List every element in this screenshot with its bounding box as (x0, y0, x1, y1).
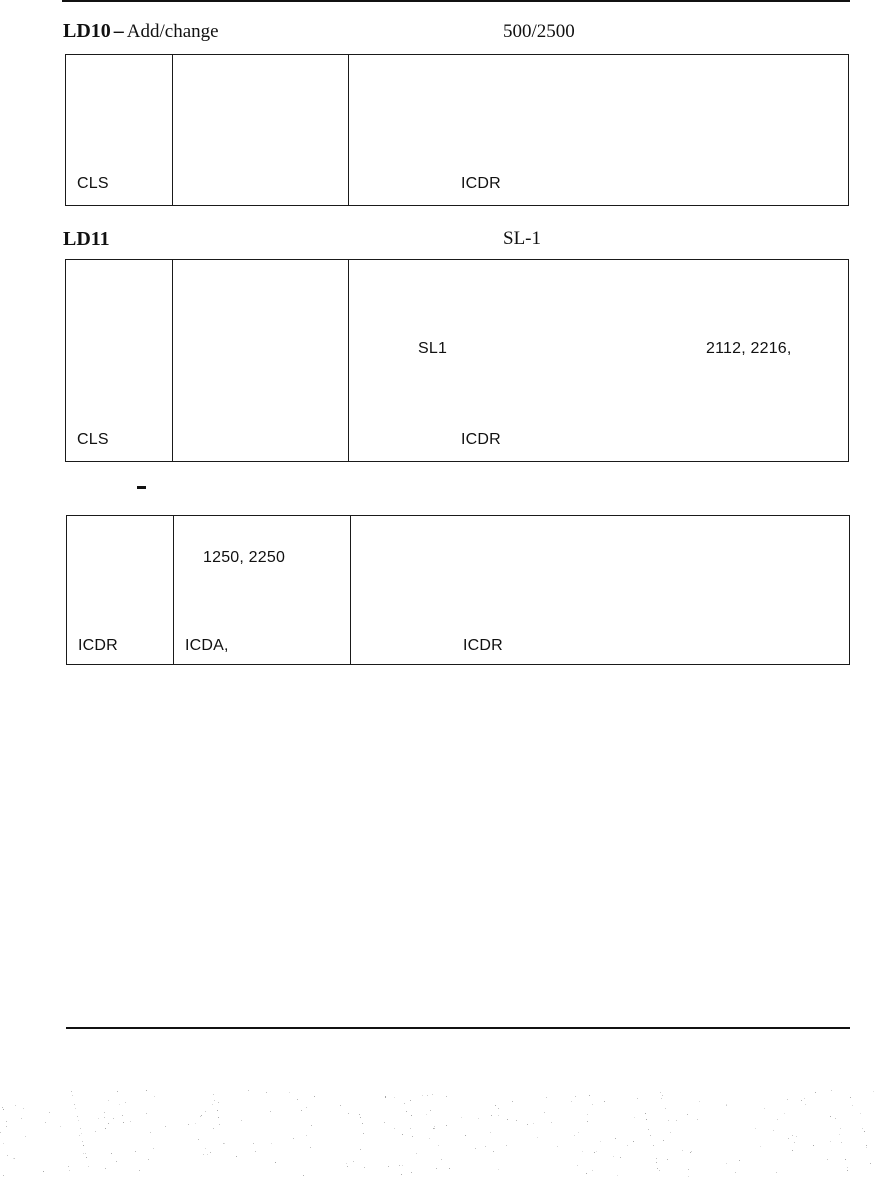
scan-speck (577, 1165, 578, 1166)
scan-speck (205, 1111, 206, 1112)
scan-speck (81, 1133, 82, 1134)
scan-speck (384, 1122, 385, 1123)
scan-speck (402, 1165, 403, 1166)
scan-speck (71, 1091, 72, 1092)
scan-speck (645, 1113, 646, 1114)
scan-speck (306, 1135, 307, 1136)
scan-speck (188, 1124, 189, 1125)
scan-speck (615, 1138, 616, 1139)
scan-speck (411, 1172, 412, 1173)
scan-speck (108, 1100, 109, 1101)
scan-speck (427, 1095, 428, 1096)
scan-speck (255, 1151, 256, 1152)
scan-speck (582, 1151, 583, 1152)
scan-speck (620, 1157, 621, 1158)
scan-speck (360, 1117, 361, 1118)
scan-speck (394, 1128, 395, 1129)
scan-speck (498, 1108, 499, 1109)
scan-speck (153, 1148, 154, 1149)
scan-speck (210, 1152, 211, 1153)
scan-speck (662, 1095, 663, 1096)
scan-speck (461, 1117, 462, 1118)
scan-speck (113, 1118, 114, 1119)
scan-speck (537, 1137, 538, 1138)
scan-speck (271, 1143, 272, 1144)
table-3-response: ICDA, (185, 637, 229, 654)
scan-speck (777, 1119, 778, 1120)
table-2-description: ICDR (461, 431, 501, 448)
scan-speck (699, 1101, 700, 1102)
scan-speck (253, 1143, 254, 1144)
scan-speck (813, 1145, 814, 1146)
scan-speck (862, 1128, 863, 1129)
scan-speck (841, 1142, 842, 1143)
scan-speck (123, 1122, 124, 1123)
scan-speck (362, 1123, 363, 1124)
scan-speck (125, 1102, 126, 1103)
table-2 (65, 259, 849, 462)
scan-speck (297, 1099, 298, 1100)
scan-speck (85, 1153, 86, 1154)
scan-speck (787, 1099, 788, 1100)
scan-speck (69, 1170, 70, 1171)
scan-speck (108, 1123, 109, 1124)
scan-speck (633, 1141, 634, 1142)
scan-noise (0, 1090, 877, 1179)
scan-speck (6, 1126, 7, 1127)
scan-speck (422, 1095, 423, 1096)
scan-speck (646, 1119, 647, 1120)
scan-speck (83, 1153, 84, 1154)
scan-speck (764, 1108, 765, 1109)
scan-speck (434, 1128, 435, 1129)
scan-speck (830, 1116, 831, 1117)
scan-speck (801, 1100, 802, 1101)
scan-speck (600, 1141, 601, 1142)
scan-speck (146, 1090, 147, 1091)
scan-speck (241, 1120, 242, 1121)
bottom-rule (66, 1027, 850, 1029)
scan-speck (270, 1111, 271, 1112)
scan-speck (117, 1091, 118, 1092)
scan-speck (506, 1145, 507, 1146)
scan-speck (587, 1121, 588, 1122)
scan-speck (873, 1091, 874, 1092)
scan-speck (755, 1128, 756, 1129)
scan-speck (835, 1118, 836, 1119)
scan-speck (3, 1109, 4, 1110)
table-3-divider-2 (350, 516, 351, 664)
scan-speck (165, 1126, 166, 1127)
scan-speck (735, 1172, 736, 1173)
table-1-prompt: CLS (77, 175, 109, 192)
scan-speck (866, 1147, 867, 1148)
scan-speck (105, 1128, 106, 1129)
scan-speck (15, 1105, 16, 1106)
scan-speck (660, 1092, 661, 1093)
scan-speck (385, 1097, 386, 1098)
scan-speck (507, 1119, 508, 1120)
scan-speck (815, 1092, 816, 1093)
scan-speck (866, 1145, 867, 1146)
scan-speck (586, 1173, 587, 1174)
scan-speck (198, 1139, 199, 1140)
scan-speck (135, 1151, 136, 1152)
scan-speck (726, 1163, 727, 1164)
scan-speck (637, 1098, 638, 1099)
scan-speck (491, 1115, 492, 1116)
scan-speck (592, 1170, 593, 1171)
section3-dash (137, 486, 146, 489)
scan-speck (301, 1110, 302, 1111)
scan-speck (346, 1163, 347, 1164)
scan-speck (667, 1159, 668, 1160)
scan-speck (441, 1159, 442, 1160)
scan-speck (430, 1110, 431, 1111)
scan-speck (401, 1174, 402, 1175)
scan-speck (214, 1100, 215, 1101)
scan-speck (360, 1149, 361, 1150)
scan-speck (77, 1116, 78, 1117)
scan-speck (792, 1135, 793, 1136)
scan-speck (203, 1154, 204, 1155)
scan-speck (412, 1136, 413, 1137)
scan-speck (411, 1115, 412, 1116)
scan-speck (212, 1104, 213, 1105)
scan-speck (266, 1092, 267, 1093)
scan-speck (726, 1105, 727, 1106)
scan-speck (575, 1096, 576, 1097)
scan-speck (275, 1162, 276, 1163)
scan-speck (3, 1175, 4, 1176)
section2-prefix: LD11 (63, 228, 110, 250)
scan-speck (148, 1159, 149, 1160)
scan-speck (587, 1114, 588, 1115)
scan-speck (512, 1101, 513, 1102)
scan-speck (105, 1168, 106, 1169)
scan-speck (592, 1104, 593, 1105)
table-3-description: ICDR (463, 637, 503, 654)
scan-speck (104, 1112, 105, 1113)
scan-speck (224, 1143, 225, 1144)
scan-speck (139, 1170, 140, 1171)
table-3 (66, 515, 850, 665)
table-2-prompt: CLS (77, 431, 109, 448)
scan-speck (794, 1142, 795, 1143)
scan-speck (485, 1146, 486, 1147)
scan-speck (205, 1148, 206, 1149)
scan-speck (75, 1108, 76, 1109)
scan-speck (14, 1158, 15, 1159)
scan-speck (394, 1097, 395, 1098)
scan-speck (617, 1175, 618, 1176)
scan-speck (293, 1138, 294, 1139)
scan-speck (122, 1115, 123, 1116)
scan-speck (201, 1115, 202, 1116)
scan-speck (613, 1156, 614, 1157)
scan-speck (86, 1157, 87, 1158)
scan-speck (21, 1118, 22, 1119)
scan-speck (432, 1094, 433, 1095)
scan-speck (416, 1153, 417, 1154)
scan-speck (402, 1134, 403, 1135)
scan-speck (340, 1105, 341, 1106)
scan-speck (840, 1128, 841, 1129)
scan-speck (475, 1148, 476, 1149)
scan-speck (773, 1130, 774, 1131)
scan-speck (311, 1125, 312, 1126)
scan-speck (661, 1098, 662, 1099)
table-1-description: ICDR (461, 175, 501, 192)
scan-speck (516, 1120, 517, 1121)
scan-speck (784, 1113, 785, 1114)
scan-speck (687, 1114, 688, 1115)
scan-speck (82, 1141, 83, 1142)
scan-speck (478, 1118, 479, 1119)
scan-speck (665, 1108, 666, 1109)
scan-speck (410, 1100, 411, 1101)
scan-speck (544, 1112, 545, 1113)
scan-speck (98, 1118, 99, 1119)
scan-speck (465, 1135, 466, 1136)
scan-speck (80, 1128, 81, 1129)
scan-speck (154, 1096, 155, 1097)
scan-speck (760, 1146, 761, 1147)
scan-speck (805, 1104, 806, 1105)
scan-speck (200, 1116, 201, 1117)
scan-speck (60, 1126, 61, 1127)
scan-speck (860, 1113, 861, 1114)
scan-speck (551, 1122, 552, 1123)
section1-title: Add/change (126, 21, 219, 42)
scan-speck (68, 1166, 69, 1167)
scan-speck (359, 1114, 360, 1115)
scan-speck (659, 1170, 660, 1171)
scan-speck (353, 1161, 354, 1162)
scan-speck (594, 1152, 595, 1153)
scan-speck (691, 1151, 692, 1152)
scan-speck (306, 1107, 307, 1108)
scan-speck (364, 1167, 365, 1168)
scan-speck (870, 1163, 871, 1164)
scan-speck (348, 1113, 349, 1114)
scan-speck (436, 1168, 437, 1169)
scan-speck (776, 1172, 777, 1173)
scan-speck (43, 1171, 44, 1172)
scan-speck (213, 1094, 214, 1095)
section1-separator: – (113, 20, 124, 42)
scan-speck (498, 1169, 499, 1170)
scan-speck (130, 1121, 131, 1122)
scan-speck (363, 1133, 364, 1134)
scan-speck (495, 1105, 496, 1106)
scan-speck (847, 1170, 848, 1171)
scan-speck (410, 1128, 411, 1129)
scan-speck (0, 1132, 1, 1133)
section2-model: SL-1 (503, 228, 541, 249)
table-3-models: 1250, 2250 (203, 549, 286, 566)
table-3-divider-1 (173, 516, 174, 664)
scan-speck (446, 1125, 447, 1126)
scan-speck (72, 1095, 73, 1096)
scan-speck (571, 1101, 572, 1102)
section1-prefix: LD10 (63, 20, 111, 42)
scan-speck (7, 1155, 8, 1156)
scan-speck (527, 1124, 528, 1125)
scan-speck (248, 1090, 249, 1091)
scan-speck (668, 1120, 669, 1121)
scan-speck (310, 1147, 311, 1148)
section1-model: 500/2500 (503, 21, 575, 42)
scan-speck (434, 1126, 435, 1127)
table-2-line1-b: 2112, 2216, (706, 340, 792, 357)
scan-speck (111, 1153, 112, 1154)
top-rule (62, 0, 850, 2)
scan-speck (13, 1158, 14, 1159)
scan-speck (847, 1167, 848, 1168)
scan-speck (236, 1156, 237, 1157)
scan-speck (650, 1135, 651, 1136)
scan-speck (303, 1175, 304, 1176)
scan-speck (49, 1112, 50, 1113)
scan-speck (426, 1114, 427, 1115)
scan-speck (852, 1105, 853, 1106)
scan-speck (656, 1158, 657, 1159)
scan-speck (850, 1097, 851, 1098)
scan-speck (804, 1098, 805, 1099)
scan-speck (690, 1152, 691, 1153)
scan-speck (385, 1096, 386, 1097)
scan-speck (74, 1104, 75, 1105)
scan-speck (429, 1138, 430, 1139)
scan-speck (289, 1092, 290, 1093)
scan-speck (6, 1121, 7, 1122)
scan-speck (657, 1168, 658, 1169)
scan-speck (604, 1101, 605, 1102)
scan-speck (493, 1151, 494, 1152)
table-2-divider-1 (172, 260, 173, 461)
scan-speck (682, 1150, 683, 1151)
scan-speck (792, 1150, 793, 1151)
scan-speck (79, 1135, 80, 1136)
scan-speck (498, 1115, 499, 1116)
scan-speck (404, 1103, 405, 1104)
scan-speck (739, 1160, 740, 1161)
scan-speck (845, 1159, 846, 1160)
scan-speck (827, 1159, 828, 1160)
scan-speck (676, 1120, 677, 1121)
scan-speck (23, 1108, 24, 1109)
scan-speck (218, 1117, 219, 1118)
table-1-divider-1 (172, 55, 173, 205)
scan-speck (45, 1122, 46, 1123)
scan-speck (446, 1096, 447, 1097)
scan-speck (83, 1145, 84, 1146)
scan-speck (627, 1145, 628, 1146)
scan-speck (670, 1132, 671, 1133)
scan-speck (207, 1154, 208, 1155)
table-1 (65, 54, 849, 206)
scan-speck (697, 1119, 698, 1120)
scan-speck (119, 1104, 120, 1105)
scan-speck (796, 1136, 797, 1137)
scan-speck (653, 1145, 654, 1146)
section1-heading (63, 20, 219, 43)
scan-speck (634, 1117, 635, 1118)
table-3-prompt: ICDR (78, 637, 118, 654)
scan-speck (490, 1132, 491, 1133)
scan-speck (314, 1096, 315, 1097)
table-2-divider-2 (348, 260, 349, 461)
scan-speck (399, 1165, 400, 1166)
scan-speck (533, 1123, 534, 1124)
scan-speck (546, 1097, 547, 1098)
scan-speck (25, 1136, 26, 1137)
scan-speck (2, 1107, 3, 1108)
table-2-line1-a: SL1 (418, 340, 448, 357)
table-1-divider-2 (348, 55, 349, 205)
scan-speck (663, 1140, 664, 1141)
scan-speck (574, 1135, 575, 1136)
scan-speck (831, 1090, 832, 1091)
scan-speck (195, 1123, 196, 1124)
scan-speck (578, 1132, 579, 1133)
scan-speck (388, 1166, 389, 1167)
scan-speck (88, 1166, 89, 1167)
scan-speck (788, 1138, 789, 1139)
scan-speck (217, 1110, 218, 1111)
scan-speck (557, 1146, 558, 1147)
scan-speck (688, 1176, 689, 1177)
scan-speck (839, 1134, 840, 1135)
scan-speck (116, 1161, 117, 1162)
scan-speck (104, 1117, 105, 1118)
scan-speck (688, 1169, 689, 1170)
scan-speck (648, 1129, 649, 1130)
scan-speck (596, 1151, 597, 1152)
scan-speck (347, 1166, 348, 1167)
scan-speck (78, 1120, 79, 1121)
scan-speck (146, 1113, 147, 1114)
scan-speck (656, 1162, 657, 1163)
scan-speck (95, 1131, 96, 1132)
scan-speck (219, 1124, 220, 1125)
scan-speck (218, 1102, 219, 1103)
scan-speck (213, 1128, 214, 1129)
scan-speck (589, 1095, 590, 1096)
scan-speck (864, 1131, 865, 1132)
scan-speck (406, 1111, 407, 1112)
scan-speck (3, 1143, 4, 1144)
scan-speck (449, 1168, 450, 1169)
scan-speck (438, 1145, 439, 1146)
scan-speck (830, 1141, 831, 1142)
scan-speck (150, 1132, 151, 1133)
